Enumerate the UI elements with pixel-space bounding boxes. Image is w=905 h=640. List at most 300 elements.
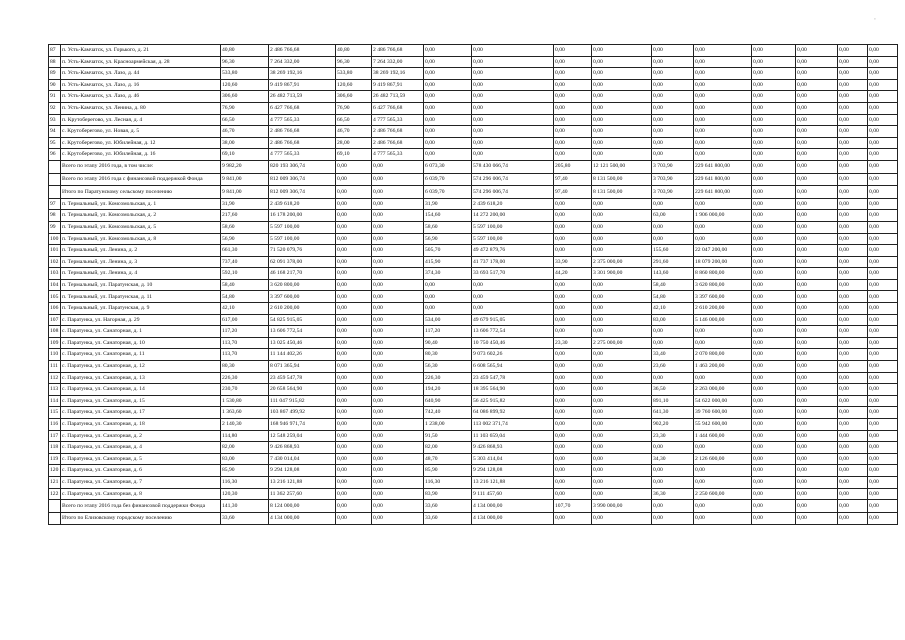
value-cell: 0,00 (868, 45, 898, 57)
value-cell: 0,00 (592, 149, 652, 161)
value-cell: 56,30 (424, 361, 472, 373)
address-cell: п. Усть-Камчатск, ул. Лазо, д. 16 (61, 79, 221, 91)
value-cell: 0,00 (838, 303, 868, 315)
row-index-cell: 93 (49, 114, 61, 126)
value-cell: 26 482 713,59 (372, 91, 424, 103)
value-cell: 9 982,20 (221, 160, 269, 173)
value-cell: 0,00 (554, 314, 592, 326)
value-cell: 0,00 (796, 465, 838, 477)
row-index-cell (49, 186, 61, 199)
value-cell: 120,60 (336, 79, 372, 91)
value-cell: 0,00 (796, 419, 838, 431)
value-cell: 9 419 867,91 (269, 79, 336, 91)
value-cell: 71 520 079,76 (269, 245, 336, 257)
value-cell: 0,00 (424, 279, 472, 291)
value-cell: 0,00 (554, 453, 592, 465)
value-cell: 23,30 (652, 430, 694, 442)
table-row (49, 245, 898, 257)
value-cell: 2 486 766,68 (269, 45, 336, 57)
value-cell: 63,00 (652, 210, 694, 222)
value-cell: 0,00 (372, 361, 424, 373)
address-cell: с. Паратунка, ул. Санаторная, д. 7 (61, 476, 221, 488)
value-cell: 2 250 600,00 (694, 488, 752, 500)
value-cell: 0,00 (372, 233, 424, 245)
value-cell: 0,00 (372, 488, 424, 500)
row-index-cell: 102 (49, 256, 61, 268)
value-cell: 0,00 (372, 268, 424, 280)
value-cell: 0,00 (554, 407, 592, 419)
table-row (49, 210, 898, 222)
value-cell: 0,00 (336, 349, 372, 361)
table-row (49, 303, 898, 315)
value-cell: 0,00 (752, 245, 796, 257)
table-row (49, 126, 898, 138)
value-cell: 0,00 (752, 395, 796, 407)
value-cell: 6 039,70 (424, 173, 472, 186)
value-cell: 0,00 (592, 114, 652, 126)
value-cell: 0,00 (838, 245, 868, 257)
table-row (49, 349, 898, 361)
value-cell: 415,90 (424, 256, 472, 268)
value-cell: 194,20 (424, 384, 472, 396)
value-cell: 661,30 (221, 245, 269, 257)
value-cell: 0,00 (652, 198, 694, 210)
value-cell: 0,00 (592, 372, 652, 384)
value-cell: 0,00 (752, 186, 796, 199)
value-cell: 0,00 (472, 56, 554, 68)
row-index-cell: 89 (49, 68, 61, 80)
value-cell: 0,00 (554, 279, 592, 291)
value-cell: 0,00 (554, 221, 592, 233)
row-index-cell: 118 (49, 442, 61, 454)
value-cell: 0,00 (372, 256, 424, 268)
table-row (49, 114, 898, 126)
value-cell: 374,30 (424, 268, 472, 280)
address-cell: с. Паратунка, ул. Санаторная, д. 12 (61, 361, 221, 373)
row-index-cell (49, 173, 61, 186)
value-cell: 812 009 306,74 (269, 173, 336, 186)
row-index-cell: 95 (49, 137, 61, 149)
value-cell: 0,00 (752, 79, 796, 91)
value-cell: 0,00 (694, 137, 752, 149)
value-cell: 0,00 (554, 45, 592, 57)
value-cell: 902,20 (652, 419, 694, 431)
value-cell: 0,00 (592, 419, 652, 431)
row-index-cell: 99 (49, 221, 61, 233)
value-cell: 641,30 (652, 407, 694, 419)
value-cell: 31,90 (221, 198, 269, 210)
value-cell: 0,00 (372, 186, 424, 199)
value-cell: 0,00 (796, 442, 838, 454)
address-cell: с. Паратунка, ул. Нагорная, д. 29 (61, 314, 221, 326)
value-cell: 0,00 (372, 245, 424, 257)
value-cell: 8 124 000,00 (269, 500, 336, 513)
table-row (49, 476, 898, 488)
row-index-cell: 97 (49, 198, 61, 210)
value-cell: 0,00 (752, 45, 796, 57)
value-cell: 5 597 100,00 (472, 221, 554, 233)
value-cell: 41 737 178,00 (472, 256, 554, 268)
value-cell: 0,00 (424, 137, 472, 149)
value-cell: 6 039,70 (424, 186, 472, 199)
value-cell: 3 397 600,00 (694, 291, 752, 303)
value-cell: 0,00 (868, 430, 898, 442)
value-cell: 0,00 (592, 198, 652, 210)
value-cell: 0,00 (652, 500, 694, 513)
value-cell: 0,00 (372, 221, 424, 233)
address-cell: п. Термальный, ул. Комсомольская, д. 8 (61, 233, 221, 245)
value-cell: 0,00 (694, 114, 752, 126)
value-cell: 103 867 499,92 (269, 407, 336, 419)
value-cell: 0,00 (868, 337, 898, 349)
value-cell: 229 641 800,00 (694, 160, 752, 173)
address-cell: п. Термальный, ул. Паратунская, д. 9 (61, 303, 221, 315)
value-cell: 4 134 000,00 (269, 512, 336, 525)
value-cell: 0,00 (336, 279, 372, 291)
value-cell: 97,40 (554, 173, 592, 186)
value-cell: 0,00 (838, 512, 868, 525)
value-cell: 0,00 (868, 419, 898, 431)
row-index-cell: 91 (49, 91, 61, 103)
table-row (49, 56, 898, 68)
value-cell: 0,00 (752, 314, 796, 326)
value-cell: 0,00 (652, 79, 694, 91)
value-cell: 0,00 (868, 114, 898, 126)
value-cell: 0,00 (592, 303, 652, 315)
value-cell: 534,00 (424, 314, 472, 326)
value-cell: 0,00 (336, 268, 372, 280)
value-cell: 18 395 564,90 (472, 384, 554, 396)
value-cell: 2 610 200,00 (269, 303, 336, 315)
value-cell: 0,00 (868, 126, 898, 138)
value-cell: 0,00 (868, 500, 898, 513)
value-cell: 0,00 (472, 68, 554, 80)
value-cell: 0,00 (752, 68, 796, 80)
value-cell: 18 079 200,00 (694, 256, 752, 268)
value-cell: 0,00 (838, 430, 868, 442)
value-cell: 0,00 (652, 372, 694, 384)
value-cell: 0,00 (592, 326, 652, 338)
value-cell: 0,00 (554, 91, 592, 103)
value-cell: 0,00 (868, 349, 898, 361)
value-cell: 0,00 (652, 149, 694, 161)
value-cell: 0,00 (554, 68, 592, 80)
value-cell: 0,00 (752, 384, 796, 396)
value-cell: 0,00 (838, 395, 868, 407)
row-index-cell: 104 (49, 279, 61, 291)
value-cell: 0,00 (472, 45, 554, 57)
value-cell: 217,60 (221, 210, 269, 222)
value-cell: 5 597 100,00 (269, 233, 336, 245)
value-cell: 0,00 (554, 488, 592, 500)
value-cell: 0,00 (372, 465, 424, 477)
row-index-cell: 117 (49, 430, 61, 442)
value-cell: 0,00 (372, 419, 424, 431)
value-cell: 143,60 (652, 268, 694, 280)
table-row (49, 395, 898, 407)
value-cell: 0,00 (752, 291, 796, 303)
value-cell: 0,00 (868, 56, 898, 68)
value-cell: 0,00 (752, 210, 796, 222)
value-cell: 0,00 (424, 56, 472, 68)
value-cell: 0,00 (796, 268, 838, 280)
value-cell: 0,00 (694, 79, 752, 91)
value-cell: 0,00 (838, 476, 868, 488)
value-cell: 0,00 (796, 198, 838, 210)
value-cell: 0,00 (868, 476, 898, 488)
value-cell: 0,00 (796, 476, 838, 488)
value-cell: 0,00 (796, 173, 838, 186)
value-cell: 6 427 766,68 (372, 102, 424, 114)
value-cell: 1 363,60 (221, 407, 269, 419)
value-cell: 0,00 (336, 512, 372, 525)
value-cell: 2 486 766,68 (372, 45, 424, 57)
value-cell: 0,00 (554, 372, 592, 384)
value-cell: 0,00 (652, 102, 694, 114)
value-cell: 117,20 (424, 326, 472, 338)
value-cell: 0,00 (838, 173, 868, 186)
value-cell: 0,00 (652, 114, 694, 126)
value-cell: 0,00 (336, 453, 372, 465)
table-row-total (49, 173, 898, 186)
value-cell: 23,60 (652, 361, 694, 373)
value-cell: 9 294 128,08 (269, 465, 336, 477)
row-index-cell: 113 (49, 384, 61, 396)
value-cell: 0,00 (472, 126, 554, 138)
address-cell: п. Усть-Камчатск, ул. Красноармейская, д. 28 (61, 56, 221, 68)
value-cell: 0,00 (796, 500, 838, 513)
value-cell: 0,00 (554, 361, 592, 373)
value-cell: 11 144 402,26 (269, 349, 336, 361)
value-cell: 28,00 (336, 137, 372, 149)
value-cell: 0,00 (554, 198, 592, 210)
value-cell: 0,00 (752, 430, 796, 442)
value-cell: 46,70 (221, 126, 269, 138)
table-row (49, 233, 898, 245)
value-cell: 0,00 (336, 384, 372, 396)
row-index-cell: 92 (49, 102, 61, 114)
table-row-total (49, 500, 898, 513)
address-cell: с. Крутоберегово, ул. Новая, д. 5 (61, 126, 221, 138)
value-cell: 56,90 (424, 233, 472, 245)
value-cell: 0,00 (796, 303, 838, 315)
value-cell: 0,00 (838, 233, 868, 245)
table-row (49, 361, 898, 373)
value-cell: 13 025 450,46 (269, 337, 336, 349)
value-cell: 0,00 (752, 442, 796, 454)
value-cell: 12 121 500,00 (592, 160, 652, 173)
value-cell: 90,40 (424, 337, 472, 349)
value-cell: 0,00 (554, 291, 592, 303)
value-cell: 9 419 867,91 (372, 79, 424, 91)
value-cell: 111 047 915,82 (269, 395, 336, 407)
value-cell: 0,00 (336, 221, 372, 233)
value-cell: 0,00 (838, 419, 868, 431)
value-cell: 0,00 (796, 407, 838, 419)
value-cell: 0,00 (554, 326, 592, 338)
value-cell: 0,00 (694, 68, 752, 80)
value-cell: 0,00 (554, 56, 592, 68)
value-cell: 0,00 (752, 198, 796, 210)
value-cell: 3 990 000,00 (592, 500, 652, 513)
value-cell: 1 906 000,00 (694, 210, 752, 222)
table-row (49, 291, 898, 303)
value-cell: 10 750 450,46 (472, 337, 554, 349)
value-cell: 26 482 713,59 (269, 91, 336, 103)
value-cell: 91,50 (424, 430, 472, 442)
value-cell: 0,00 (554, 349, 592, 361)
value-cell: 0,00 (868, 326, 898, 338)
value-cell: 533,80 (221, 68, 269, 80)
table-row (49, 198, 898, 210)
value-cell: 0,00 (424, 45, 472, 57)
value-cell: 229 641 800,00 (694, 173, 752, 186)
value-cell: 0,00 (868, 256, 898, 268)
address-cell: с. Паратунка, ул. Санаторная, д. 17 (61, 407, 221, 419)
value-cell: 0,00 (752, 126, 796, 138)
address-cell: с. Паратунка, ул. Санаторная, д. 6 (61, 465, 221, 477)
value-cell: 58,40 (652, 279, 694, 291)
value-cell: 533,80 (336, 68, 372, 80)
value-cell: 9 294 128,08 (472, 465, 554, 477)
value-cell: 66,50 (336, 114, 372, 126)
value-cell: 0,00 (796, 337, 838, 349)
value-cell: 0,00 (796, 488, 838, 500)
value-cell: 578 430 066,74 (472, 160, 554, 173)
row-index-cell: 94 (49, 126, 61, 138)
value-cell: 0,00 (592, 233, 652, 245)
value-cell: 0,00 (336, 303, 372, 315)
row-index-cell: 119 (49, 453, 61, 465)
value-cell: 0,00 (868, 221, 898, 233)
value-cell: 0,00 (796, 102, 838, 114)
value-cell: 0,00 (336, 500, 372, 513)
value-cell: 0,00 (838, 326, 868, 338)
value-cell: 0,00 (868, 512, 898, 525)
value-cell: 13 216 121,88 (472, 476, 554, 488)
address-cell: с. Паратунка, ул. Санаторная, д. 13 (61, 372, 221, 384)
value-cell: 0,00 (838, 314, 868, 326)
address-cell: п. Термальный, ул. Ленина, д. 4 (61, 268, 221, 280)
value-cell: 0,00 (838, 453, 868, 465)
value-cell: 0,00 (424, 91, 472, 103)
value-cell: 306,60 (221, 91, 269, 103)
value-cell: 0,00 (752, 488, 796, 500)
value-cell: 0,00 (796, 279, 838, 291)
value-cell: 141,30 (221, 500, 269, 513)
value-cell: 0,00 (796, 149, 838, 161)
row-index-cell: 108 (49, 326, 61, 338)
value-cell: 0,00 (694, 56, 752, 68)
value-cell: 13 216 121,88 (269, 476, 336, 488)
value-cell: 96,30 (221, 56, 269, 68)
table-row (49, 488, 898, 500)
value-cell: 0,00 (796, 137, 838, 149)
value-cell: 64 086 899,92 (472, 407, 554, 419)
value-cell: 0,00 (694, 198, 752, 210)
value-cell: 34,30 (652, 453, 694, 465)
value-cell: 0,00 (868, 268, 898, 280)
value-cell: 23 459 547,78 (269, 372, 336, 384)
value-cell: 4 134 000,00 (472, 512, 554, 525)
value-cell: 82,00 (221, 442, 269, 454)
address-cell: п. Усть-Камчатск, ул. Ленина, д. 80 (61, 102, 221, 114)
value-cell: 0,00 (652, 476, 694, 488)
value-cell: 4 134 000,00 (472, 500, 554, 513)
address-cell: с. Паратунка, ул. Санаторная, д. 8 (61, 488, 221, 500)
value-cell: 4 777 565,33 (269, 114, 336, 126)
value-cell: 120,30 (221, 488, 269, 500)
value-cell: 0,00 (592, 56, 652, 68)
value-cell: 2 375 000,00 (592, 256, 652, 268)
value-cell: 22 047 200,00 (694, 245, 752, 257)
address-cell: п. Термальный, ул. Комсомольская, д. 2 (61, 210, 221, 222)
value-cell: 0,00 (554, 476, 592, 488)
value-cell: 9 426 868,93 (472, 442, 554, 454)
value-cell: 54,80 (652, 291, 694, 303)
value-cell: 0,00 (752, 114, 796, 126)
value-cell: 116,30 (424, 476, 472, 488)
value-cell: 574 296 006,74 (472, 173, 554, 186)
table-row (49, 384, 898, 396)
value-cell: 0,00 (554, 102, 592, 114)
row-index-cell: 111 (49, 361, 61, 373)
value-cell: 0,00 (554, 149, 592, 161)
value-cell: 0,00 (752, 407, 796, 419)
address-cell: с. Паратунка, ул. Санаторная, д. 11 (61, 349, 221, 361)
value-cell: 0,00 (554, 512, 592, 525)
value-cell: 0,00 (652, 56, 694, 68)
value-cell: 0,00 (592, 465, 652, 477)
address-cell: с. Паратунка, ул. Санаторная, д. 5 (61, 453, 221, 465)
address-cell: с. Паратунка, ул. Санаторная, д. 4 (61, 442, 221, 454)
value-cell: 229 641 800,00 (694, 186, 752, 199)
value-cell: 6 608 565,94 (472, 361, 554, 373)
value-cell: 5 303 414,04 (472, 453, 554, 465)
value-cell: 0,00 (796, 233, 838, 245)
value-cell: 2 275 000,00 (592, 337, 652, 349)
value-cell: 0,00 (472, 114, 554, 126)
value-cell: 113,70 (221, 349, 269, 361)
value-cell: 0,00 (554, 137, 592, 149)
value-cell: 617,00 (221, 314, 269, 326)
table-row (49, 430, 898, 442)
value-cell: 0,00 (336, 488, 372, 500)
address-cell: п. Термальный, ул. Ленина, д. 2 (61, 245, 221, 257)
value-cell: 0,00 (752, 221, 796, 233)
value-cell: 0,00 (752, 233, 796, 245)
table-row (49, 91, 898, 103)
value-cell: 1 444 600,00 (694, 430, 752, 442)
value-cell: 0,00 (694, 512, 752, 525)
value-cell: 33 693 517,70 (472, 268, 554, 280)
value-cell: 9 111 457,60 (472, 488, 554, 500)
value-cell: 0,00 (372, 430, 424, 442)
value-cell: 6 073,30 (424, 160, 472, 173)
value-cell: 0,00 (424, 68, 472, 80)
value-cell: 2 263 000,00 (694, 384, 752, 396)
value-cell: 0,00 (838, 91, 868, 103)
row-index-cell: 120 (49, 465, 61, 477)
value-cell: 0,00 (652, 221, 694, 233)
value-cell: 0,00 (752, 349, 796, 361)
value-cell: 0,00 (752, 102, 796, 114)
value-cell: 0,00 (838, 137, 868, 149)
value-cell: 0,00 (752, 453, 796, 465)
value-cell: 226,30 (221, 372, 269, 384)
value-cell: 505,70 (424, 245, 472, 257)
value-cell: 0,00 (868, 279, 898, 291)
